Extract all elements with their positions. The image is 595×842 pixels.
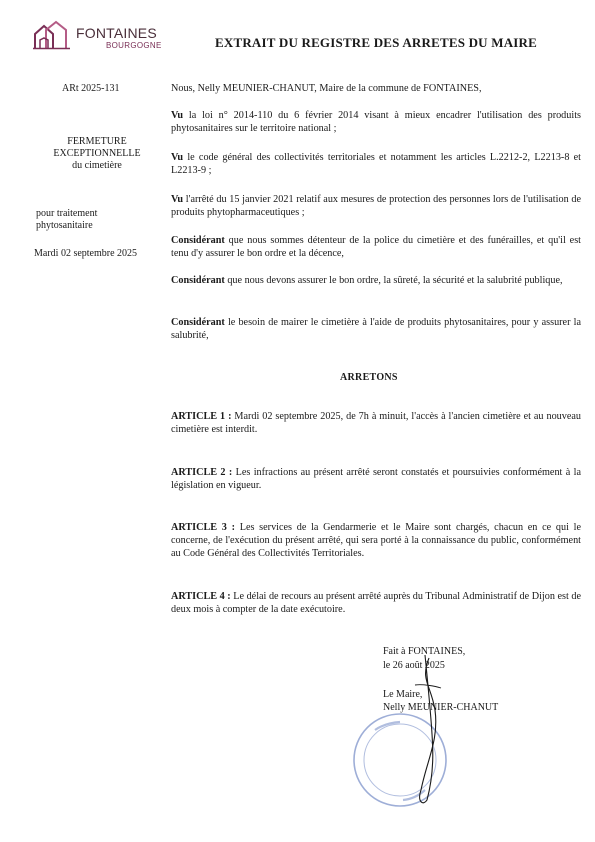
town-emblem-icon [32,20,72,52]
subject-line: du cimetière [72,160,122,171]
article-text: Mardi 02 septembre 2025, de 7h à minuit, l'accès à l'ancien cimetière et au nouveau cimetière est interdit. [171,411,581,435]
article-2 [171,467,581,493]
vu-text: la loi n° 2014-110 du 6 février 2014 visant à mieux encadrer l'utilisation des produits phytosanitaires sur le territoire national ; [171,110,581,134]
reason-line: pour traitement [36,208,98,219]
article-4 [171,591,581,617]
article-text: Le délai de recours au présent arrêté auprès du Tribunal Administratif de Dijon est de deux mois à compter de la date exécutoire. [171,591,581,615]
vu-text: l'arrêté du 15 janvier 2021 relatif aux mesures de protection des personnes lors de l'utilisation de produits phytopharmaceutiques ; [171,194,581,218]
vu-label: Vu [171,152,184,163]
article-1 [171,411,581,437]
intro-paragraph: Nous, Nelly MEUNIER-CHANUT, Maire de la commune de FONTAINES, [171,83,482,94]
considerant-paragraph [171,317,581,343]
considerant-label: Considérant [171,317,225,328]
vu-text: le code général des collectivités territoriales et notamment les articles L.2212-2, L2213-8 et L2213-9 ; [171,152,581,176]
subject-line: FERMETURE [67,136,127,147]
considerant-paragraph [171,275,581,288]
municipal-logo [32,20,162,54]
vu-label: Vu [171,110,184,121]
considerant-label: Considérant [171,235,225,246]
article-3 [171,522,581,560]
vu-paragraph [171,110,581,136]
signature-name: Nelly MEUNIER-CHANUT [383,702,499,713]
vu-paragraph [171,194,581,220]
reason-line: phytosanitaire [36,220,93,231]
subject-line: EXCEPTIONNELLE [53,148,141,159]
signature-place: Fait à FONTAINES, [383,646,466,657]
arrete-reason [36,208,146,232]
article-label: ARTICLE 3 : [171,522,236,533]
vu-paragraph [171,152,581,178]
article-label: ARTICLE 1 : [171,411,232,422]
article-text: Les services de la Gendarmerie et le Maire sont chargés, chacun en ce qui le concerne, de l'exécution du présent arrêté, qui sera porté à la connaissance du public, conformément au Code Général des Collectivités Territoriales. [171,522,581,559]
considerant-text: que nous devons assurer le bon ordre, la sûreté, la sécurité et la salubrité publique, [224,275,563,286]
arrete-subject [38,136,156,172]
vu-label: Vu [171,194,184,205]
signature-date: le 26 août 2025 [383,660,445,671]
logo-name: FONTAINES [76,25,157,41]
document-title: EXTRAIT DU REGISTRE DES ARRETES DU MAIRE [215,35,537,50]
arrete-number: ARt 2025-131 [62,83,120,94]
article-text: Les infractions au présent arrêté seront constatés et poursuivies conformément à la législation en vigueur. [171,467,581,491]
arretons-heading: ARRETONS [340,372,398,383]
signature-role: Le Maire, [383,689,423,700]
article-label: ARTICLE 2 : [171,467,233,478]
closure-date: Mardi 02 septembre 2025 [34,248,138,259]
logo-region: BOURGOGNE [106,41,162,50]
handwritten-signature-icon [395,650,455,810]
considerant-text: que nous sommes détenteur de la police du cimetière et des funérailles, et qu'il est tenu d'y assurer le bon ordre et la décence, [171,235,581,259]
article-label: ARTICLE 4 : [171,591,231,602]
considerant-label: Considérant [171,275,225,286]
considerant-text: le besoin de mairer le cimetière à l'aide de produits phytosanitaires, pour y assurer la salubrité, [171,317,581,341]
considerant-paragraph [171,235,581,261]
